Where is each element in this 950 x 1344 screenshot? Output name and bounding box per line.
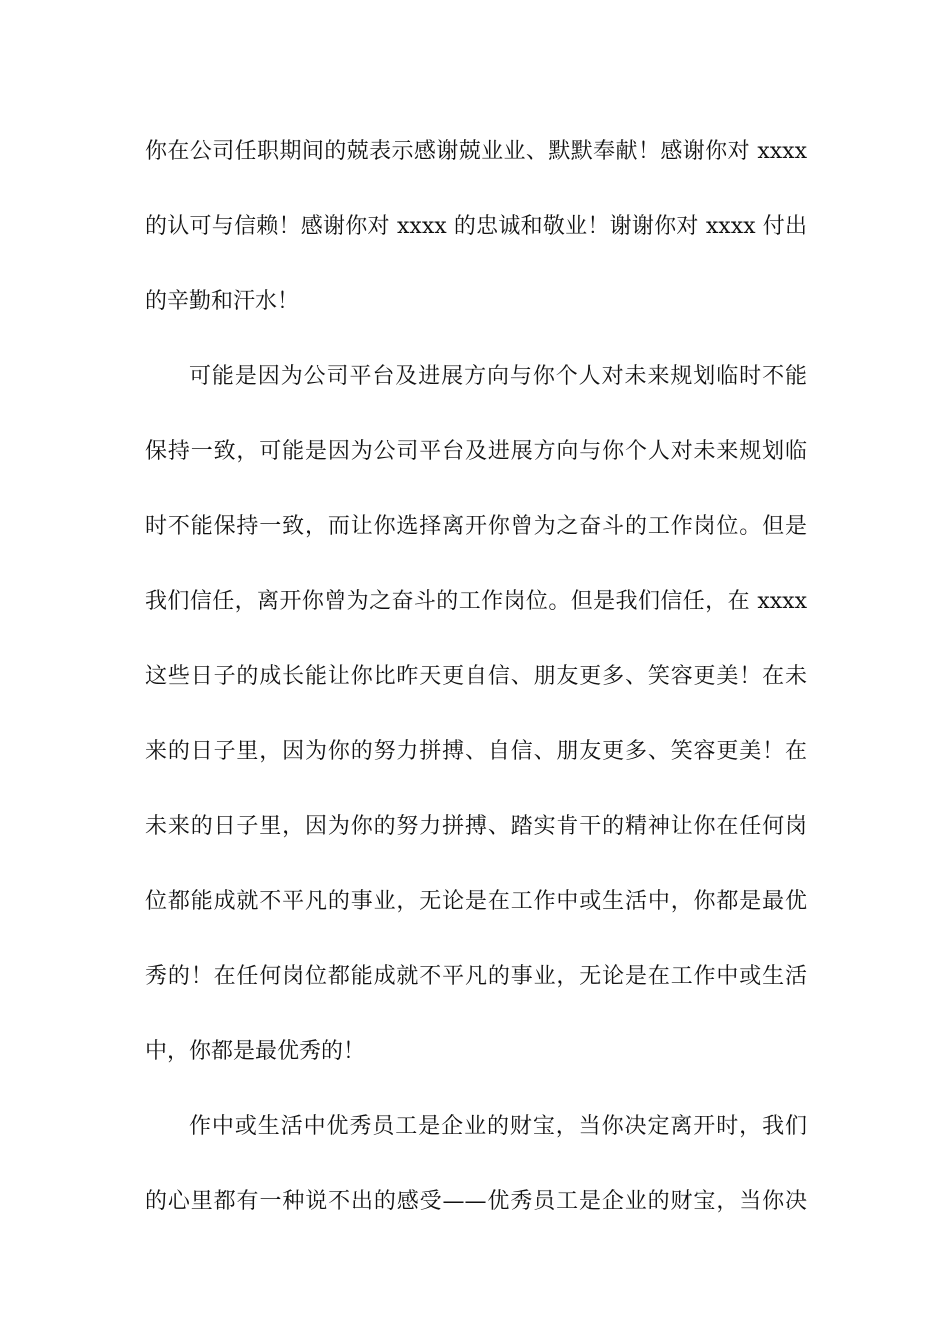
text-line-2: 的认可与信赖！感谢你对 xxxx 的忠诚和敬业！谢谢你对 xxxx 付出 <box>145 214 807 239</box>
text-line-12: 秀的！在任何岗位都能成就不平凡的事业，无论是在工作中或生活 <box>145 964 807 989</box>
text-line-4: 可能是因为公司平台及进展方向与你个人对未来规划临时不能 <box>189 364 807 389</box>
text-line-13: 中，你都是最优秀的！ <box>145 1039 366 1064</box>
text-line-10: 未来的日子里，因为你的努力拼搏、踏实肯干的精神让你在任何岗 <box>145 814 807 839</box>
text-line-15: 的心里都有一种说不出的感受——优秀员工是企业的财宝，当你决 <box>145 1189 807 1214</box>
text-line-8: 这些日子的成长能让你比昨天更自信、朋友更多、笑容更美！在未 <box>145 664 807 689</box>
text-line-6: 时不能保持一致，而让你选择离开你曾为之奋斗的工作岗位。但是 <box>145 514 807 539</box>
text-line-14: 作中或生活中优秀员工是企业的财宝，当你决定离开时，我们 <box>189 1114 807 1139</box>
text-line-7: 我们信任，离开你曾为之奋斗的工作岗位。但是我们信任，在 xxxx <box>145 589 807 614</box>
text-line-1: 你在公司任职期间的兢表示感谢兢业业、默默奉献！感谢你对 xxxx <box>145 139 807 164</box>
text-line-3: 的辛勤和汗水！ <box>145 289 300 314</box>
text-line-11: 位都能成就不平凡的事业，无论是在工作中或生活中，你都是最优 <box>145 889 807 914</box>
text-line-9: 来的日子里，因为你的努力拼搏、自信、朋友更多、笑容更美！在 <box>145 739 807 764</box>
text-line-5: 保持一致，可能是因为公司平台及进展方向与你个人对未来规划临 <box>145 439 807 464</box>
